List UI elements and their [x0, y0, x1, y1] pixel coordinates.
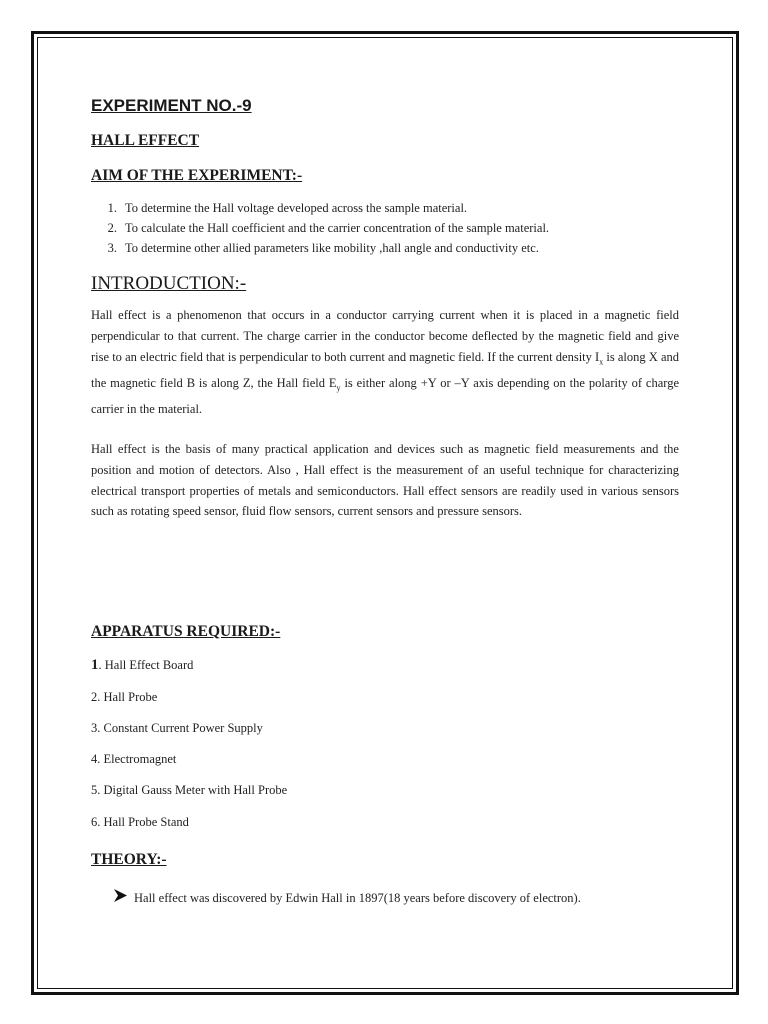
theory-heading: THEORY:- [91, 851, 167, 868]
aim-heading: AIM OF THE EXPERIMENT:- [91, 167, 303, 184]
aim-item: 3. To determine other allied parameters like mobility ,hall angle and conductivity etc. [107, 241, 539, 255]
apparatus-item: 2. Hall Probe [91, 690, 158, 704]
aim-item: 1. To determine the Hall voltage developed across the sample material. [107, 201, 468, 215]
introduction-heading: INTRODUCTION:- [91, 273, 247, 294]
apparatus-heading: APPARATUS REQUIRED:- [91, 623, 281, 640]
apparatus-item: 3. Constant Current Power Supply [91, 721, 263, 735]
arrow-bullet-icon [113, 888, 128, 907]
aim-item: 2. To calculate the Hall coefficient and the carrier concentration of the sample material. [107, 221, 550, 235]
theory-bullet [113, 888, 581, 907]
theory-bullet-text: Hall effect was discovered by Edwin Hall in 1897(18 years before discovery of electron). [134, 891, 581, 905]
apparatus-item: 5. Digital Gauss Meter with Hall Probe [91, 783, 288, 797]
aim-list [91, 198, 549, 258]
apparatus-item: 4. Electromagnet [91, 752, 177, 766]
apparatus-item: 6. Hall Probe Stand [91, 815, 189, 829]
introduction-paragraph-2: Hall effect is the basis of many practical application and devices such as magnetic field measurements and the position and motion of detectors. Also , Hall effect is the measurement of an useful technique for characterizing electrical transport properties of metals and semiconductors. Hall effect sensors are readily used in various sensors such as rotating speed sensor, fluid flow sensors, current sensors and pressure sensors. [91, 442, 679, 519]
introduction-paragraph-1: Hall effect is a phenomenon that occurs in a conductor carrying current when it is placed in a magnetic field perpendicular to that current. The charge carrier in the conductor become deflected by the magnetic field and give rise to an electric field that is perpendicular to both current and magnetic field. If the current density $I_x$ is along X and the magnetic field B is along Z, the Hall field $E_y$ is either along +Y or –Y axis depending on the polarity of charge carrier in the material. [91, 308, 679, 417]
apparatus-item: 1. Hall Effect Board [91, 657, 194, 673]
subject-title: HALL EFFECT [91, 132, 200, 149]
experiment-title: EXPERIMENT NO.-9 [91, 96, 252, 115]
